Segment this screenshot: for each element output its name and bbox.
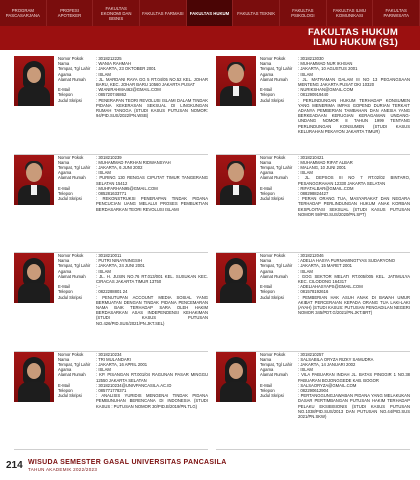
student-email: : ADELIAHASYAPS@GMAIL.COM <box>298 284 363 290</box>
graduate-card <box>14 352 208 451</box>
student-birth-label: Tempat, Tgl Lahir <box>260 263 293 269</box>
student-npm: : 3018210257 <box>298 351 324 357</box>
graduate-photo <box>216 352 256 402</box>
student-npm: : 3018210011 <box>96 253 122 258</box>
graduate-info <box>58 253 208 348</box>
student-email: : WIANIRAHMA462@GMAIL.COM <box>96 87 161 93</box>
graduate-photo <box>216 56 256 106</box>
graduate-info <box>260 352 410 447</box>
student-birth-label: Tempat, Tgl Lahir <box>260 66 293 72</box>
student-address-row <box>260 77 410 87</box>
footer-subtitle: TAHUN AKADEMIK 2022/2023 <box>28 467 98 472</box>
student-address-row <box>58 77 208 87</box>
student-phone-label: Telepon <box>260 387 275 393</box>
student-religion-label: Agama <box>260 170 274 176</box>
student-npm-label: Nomor Pokok <box>260 56 286 61</box>
student-birth: : MALANG, 10 JUNI 2001 <box>298 164 346 170</box>
student-phone: : 081578192616 <box>298 289 329 295</box>
footer-title: WISUDA SEMESTER GASAL UNIVERSITAS PANCASILA <box>28 459 227 466</box>
student-thesis: : PERTANGGUNGJAWABAN PIDANA YANG MELAKUKAN DASAR PERTIMBANGAN PUTUSAN HAKIM TERHADAP PELAKU EKSIBISIONIS (STUDI KASUS PUTUSAN NO.1038/PID.SUS/2013 DAN PUTUSAN NO.44/PID.SUS 2021/PN.SKW) <box>298 393 410 419</box>
student-thesis-row <box>260 98 410 134</box>
student-phone-label: Telepon <box>58 387 73 393</box>
student-name-label: Nama <box>58 258 70 264</box>
student-thesis-row <box>58 98 208 119</box>
student-address: : PURING 130 RENGAS CIPUTAT TIMUR TANGERANG SELATAN 15412 <box>96 175 208 186</box>
student-thesis: : PENUTUPAN ACCOUNT MEDIA SOSIAL YANG BERMUATAN DENGAN TINDAK PIDANA PENCEMARAN NAMA BAIK TERHADAP SARA OLEH HAKIM BERDASARKAN ASAS INDEPENDENSI KEHAKIMAN (STUDI KASUS PUTUSAN NO.426/PID.SUS/2021/PN.JKT.SEL) <box>96 294 208 326</box>
graduate-card <box>14 155 208 254</box>
student-birth: : JAKARTA, 16 APRIL 2001 <box>96 361 148 367</box>
student-thesis-label: Judul Skripsi <box>58 196 82 202</box>
student-address: : VILA PABUARAN INDAH JL. BATAS PINGGIR 1 NO.38 PABUARAN BOJONGGEDE KAB. BOGOR <box>298 372 410 383</box>
student-phone-label: Telepon <box>58 190 73 196</box>
student-name: : WANIA RAHMAH <box>96 61 131 67</box>
student-address-row <box>58 175 208 185</box>
student-address: : GOG SEKTOR MELATI RT.005/005 KEL. JATIMULYA KEC. CILODONG 164317 <box>298 273 410 285</box>
student-thesis: : ANALISIS YURIDIS MENGENAI TINDAK PIDANA PEMBUNUHAN BERENCANA DI INDONESIA (STUDI KASUS : PUTUSAN NOMOR 30/PID.B/2019/PN.TLG) <box>96 393 208 409</box>
student-religion: : ISLAM <box>96 71 111 77</box>
student-religion: : ISLAM <box>298 367 313 373</box>
student-npm: : 3018210421 <box>298 154 324 160</box>
student-thesis-label: Judul Skripsi <box>58 294 82 300</box>
student-name-label: Nama <box>260 159 272 165</box>
graduate-info <box>58 155 208 250</box>
student-npm: : 3018212225 <box>96 56 122 61</box>
student-phone: : 082290612904 <box>298 387 329 393</box>
student-npm-label: Nomor Pokok <box>58 56 84 61</box>
student-name: : SALSABILA ORYZA RIZKY SAMUDRA <box>298 356 374 362</box>
program-title: ILMU HUKUM (S1) <box>313 37 398 48</box>
nav-item-teknik[interactable]: FAKULTAS TEKNIK <box>233 0 280 26</box>
student-address: : JL. MATRAMAN DALAM III NO 13 PEGANGSAAN MENTENG JAKARTA PUSAT DKI 10320 <box>298 76 410 88</box>
student-address-row <box>260 372 410 382</box>
student-thesis-row <box>260 295 410 316</box>
student-email-label: E-Mail <box>58 87 70 93</box>
student-email: : 3018210234@UNIVPANCASILA.AC.ID <box>96 382 172 388</box>
student-phone: : 088298824427 <box>298 190 329 196</box>
graduate-grid <box>14 56 410 450</box>
student-npm: : 3018210239 <box>96 154 122 160</box>
student-religion-label: Agama <box>260 367 274 373</box>
graduate-info <box>260 56 410 151</box>
student-name-label: Nama <box>260 356 272 362</box>
student-npm-label: Nomor Pokok <box>260 154 286 160</box>
graduate-card <box>14 253 208 352</box>
student-phone: : 085720746862 <box>96 92 127 98</box>
student-name-label: Nama <box>58 61 70 67</box>
student-thesis-label: Judul Skripsi <box>260 393 284 399</box>
graduate-card <box>216 56 410 155</box>
student-thesis: : PERLINDUNGAN HUKUM TERHADAP KONSUMEN YANG MENERIMA IMPAS GOPEND DURIAN TERKAIT ADANYA PEMBERIAN TAMBAHAN DAN ANESIA YANG BERKEADAAN KERUGIAN KERAGAMAN UNDANG-UNDANG NOMOR 8 TAHUN 1999 TENTANG PERLINDUNGAN KONSUMEN (STUDI KASUS KELURAHAN PEKAYON JAKARTA TIMUR) <box>298 97 410 134</box>
student-address-label: Alamat Rumah <box>58 175 86 181</box>
student-address-label: Alamat Rumah <box>58 76 86 82</box>
student-phone-label: Telepon <box>260 289 275 295</box>
student-npm-label: Nomor Pokok <box>260 351 286 357</box>
section-banner <box>0 26 420 50</box>
student-address: : JL. DEPSOS III NO 7 RT.02/02 BINTARO, PESANGGRAHAN 12330 JAKARTA SELATAN <box>298 175 410 186</box>
graduate-info <box>260 253 410 348</box>
student-thesis-label: Judul Skripsi <box>58 393 82 399</box>
student-phone-label: Telepon <box>58 92 73 98</box>
student-email: : SALSAORYZA@GMAIL.COM <box>298 382 357 388</box>
student-thesis-row <box>260 393 410 419</box>
nav-item-ekonomi[interactable]: FAKULTAS EKONOMI DAN BISNIS <box>93 0 140 26</box>
graduate-photo <box>14 352 54 402</box>
student-religion-label: Agama <box>58 170 72 176</box>
student-email-label: E-Mail <box>58 382 70 388</box>
graduate-photo <box>216 155 256 205</box>
graduate-card <box>14 56 208 155</box>
graduate-card <box>216 352 410 451</box>
student-thesis-label: Judul Skripsi <box>260 196 284 202</box>
student-phone-label: Telepon <box>58 289 73 295</box>
student-religion: : ISLAM <box>96 367 111 373</box>
student-address-row <box>260 175 410 185</box>
student-religion: : ISLAM <box>298 268 313 274</box>
nav-item-komunikasi[interactable]: FAKULTAS ILMU KOMUNIKASI <box>327 0 374 26</box>
student-birth-label: Tempat, Tgl Lahir <box>58 361 91 367</box>
student-birth: : JAKARTA, 14 JANUARI 2002 <box>298 361 356 367</box>
student-address-label: Alamat Rumah <box>260 372 288 378</box>
student-thesis-row <box>58 196 208 212</box>
graduate-info <box>260 155 410 250</box>
student-email: : - <box>96 284 100 290</box>
student-email-label: E-Mail <box>260 87 272 93</box>
student-name-label: Nama <box>58 159 70 165</box>
nav-item-pariwisata[interactable]: FAKULTAS PARIWISATA <box>373 0 420 26</box>
student-thesis: : REKONSTRUKSI PENERAPAN TINDAK PIDANA PENCUCIAN UANG MELALUI PROSES PEMBUKTIAN BERDASARKAN TEORI REVOLUSI ISLAMI <box>96 196 208 212</box>
nav-item-farmasi[interactable]: FAKULTAS FARMASI <box>140 0 187 26</box>
student-npm-label: Nomor Pokok <box>58 351 84 357</box>
student-address-label: Alamat Rumah <box>260 175 288 181</box>
student-npm: : 3018212046 <box>298 253 324 258</box>
student-thesis-label: Judul Skripsi <box>58 97 82 103</box>
student-email-label: E-Mail <box>260 185 272 191</box>
student-thesis: : PERAN ORANG TUA, MASYARAKAT DAN NEGARA TERHADAP PERLINDUNGAN HUKUM ANAK KORBAN EKSPLOITASI SEKSUAL (STUDI KASUS PUTUSAN NOMOR 59/PID.SUS/2020/PN.SPT) <box>298 196 410 217</box>
student-birth-label: Tempat, Tgl Lahir <box>58 66 91 72</box>
student-address: : JL. H. JUSIN NO.76 RT.013/001 KEL. SUSUKAN KEC. CIRACAS JAKARTA TIMUR 13750 <box>96 273 208 285</box>
faculty-title: FAKULTAS HUKUM <box>307 27 398 38</box>
graduate-photo <box>14 155 54 205</box>
student-phone-label: Telepon <box>260 190 275 196</box>
student-email-label: E-Mail <box>58 284 70 290</box>
student-religion-label: Agama <box>58 71 72 77</box>
student-thesis-row <box>58 393 208 409</box>
student-name: : ADELIA HASYA PURNAMINGTYAS SUDARYONO <box>298 258 396 264</box>
student-address-row <box>58 372 208 382</box>
student-address-row <box>58 274 208 284</box>
student-religion-label: Agama <box>58 367 72 373</box>
student-birth-label: Tempat, Tgl Lahir <box>260 164 293 170</box>
graduate-photo <box>14 253 54 303</box>
student-birth: : JAKARTA, 10 AGUSTUS 2001 <box>298 66 358 72</box>
student-thesis-label: Judul Skripsi <box>260 294 284 300</box>
student-npm: : 3018210234 <box>96 351 122 357</box>
student-religion-label: Agama <box>58 268 72 274</box>
student-religion: : ISLAM <box>96 268 111 274</box>
faculty-nav <box>0 0 420 26</box>
student-thesis-label: Judul Skripsi <box>260 97 284 103</box>
student-birth-label: Tempat, Tgl Lahir <box>260 361 293 367</box>
student-birth: : JAKARTA, 23 OKTOBER 2001 <box>96 66 156 72</box>
nav-item-apoteker[interactable]: PROFESI APOTEKER <box>47 0 94 26</box>
student-name-label: Nama <box>260 61 272 67</box>
student-email: : RIFATALBAR@GMAIL.COM <box>298 185 354 191</box>
graduate-info <box>58 352 208 447</box>
student-address-label: Alamat Rumah <box>58 372 86 378</box>
student-birth: : JAKARTA, 24 JUNI 2001 <box>96 263 145 269</box>
student-religion: : ISLAM <box>96 170 111 176</box>
student-name: : MUHAMMAD FARHAN RIDWANSYAH <box>96 159 171 165</box>
graduate-info <box>58 56 208 151</box>
student-name-label: Nama <box>260 258 272 264</box>
graduate-card <box>216 253 410 352</box>
nav-item-psikologi[interactable]: FAKULTAS PSIKOLOGI <box>280 0 327 26</box>
student-religion-label: Agama <box>260 268 274 274</box>
student-religion-label: Agama <box>260 71 274 77</box>
student-phone: : 081290919440 <box>298 92 329 98</box>
graduate-photo <box>14 56 54 106</box>
student-email-label: E-Mail <box>58 185 70 191</box>
student-birth-label: Tempat, Tgl Lahir <box>58 263 91 269</box>
student-email-label: E-Mail <box>260 284 272 290</box>
student-phone-label: Telepon <box>260 92 275 98</box>
student-npm-label: Nomor Pokok <box>58 154 84 160</box>
nav-item-hukum[interactable]: FAKULTAS HUKUM <box>187 0 234 26</box>
page-number: 214 <box>6 460 23 471</box>
student-thesis: : PEMBERIAN HAK ASUH ANAK DI BAWAH UMUR AKIBAT PERCERAIAN KEPADA ORANG TUA LAKI-LAKI (AYAH) (STUDI KASUS: PUTUSAN PENGADILAN NEGERI NOMOR 345/PDT.G/2021/PN.JKT.BRT) <box>298 294 410 316</box>
student-npm: : 3018213030 <box>298 56 324 61</box>
student-birth-label: Tempat, Tgl Lahir <box>58 164 91 170</box>
student-thesis-row <box>260 196 410 217</box>
student-address: : JL. MARDANI RAYA GG 5 RT.04/05 NO.52 KEL. JOHAR BARU, KEC. JOHAR BARU 10560 JAKARTA PUSAT <box>96 76 208 88</box>
student-phone: : 0822288801 24 <box>96 289 128 295</box>
student-name: : MUHAMMAD NUR IKHSAN <box>298 61 353 67</box>
student-address-label: Alamat Rumah <box>260 76 288 82</box>
student-birth: : JAKARTA, 6 JUNI 2002 <box>96 164 143 170</box>
student-religion: : ISLAM <box>298 71 313 77</box>
graduate-photo <box>216 253 256 303</box>
student-name: : MUHAMMAD RIFAT ALBAR <box>298 159 353 165</box>
student-birth: : JAKARTA, 15 MARET 2001 <box>298 263 352 269</box>
student-address-row <box>260 274 410 284</box>
student-thesis: : PENERAPAN TEORI REVOLUSI ISLAMI DALAM TINDAK PIDANA KEKERASAN SEKSUAL DI LINGKUNGAN RUMAH TANGGA (STUDI KASUS PUTUSAN NOMOR: 94/PID.SUS/2022/PN.WSB) <box>96 97 208 119</box>
student-npm-label: Nomor Pokok <box>260 253 286 258</box>
page-footer <box>0 452 420 480</box>
student-address-label: Alamat Rumah <box>260 273 288 279</box>
student-email: : MUHFARHAN95@GMAIL.COM <box>96 185 158 191</box>
graduate-card <box>216 155 410 254</box>
student-address: : KP. PISANGAN RT.001/04 RAGUNAN PASAR MINGGU 12550 JAKARTA SELATAN <box>96 372 208 383</box>
student-phone: : 085281633771 <box>96 190 127 196</box>
student-email: : NURIKSHAN@GMAIL.COM <box>298 87 354 93</box>
nav-item-pascasarjana[interactable]: PROGRAM PASCASARJANA <box>0 0 47 26</box>
student-name-label: Nama <box>58 356 70 362</box>
student-name: : TRI MULANDARI <box>96 356 131 362</box>
student-name: : PUTRI NINAYNINGSIH <box>96 258 142 264</box>
student-npm-label: Nomor Pokok <box>58 253 84 258</box>
student-thesis-row <box>58 295 208 326</box>
student-phone: : 085771778371 <box>96 387 127 393</box>
student-religion: : ISLAM <box>298 170 313 176</box>
student-email-label: E-Mail <box>260 382 272 388</box>
student-address-label: Alamat Rumah <box>58 273 86 279</box>
